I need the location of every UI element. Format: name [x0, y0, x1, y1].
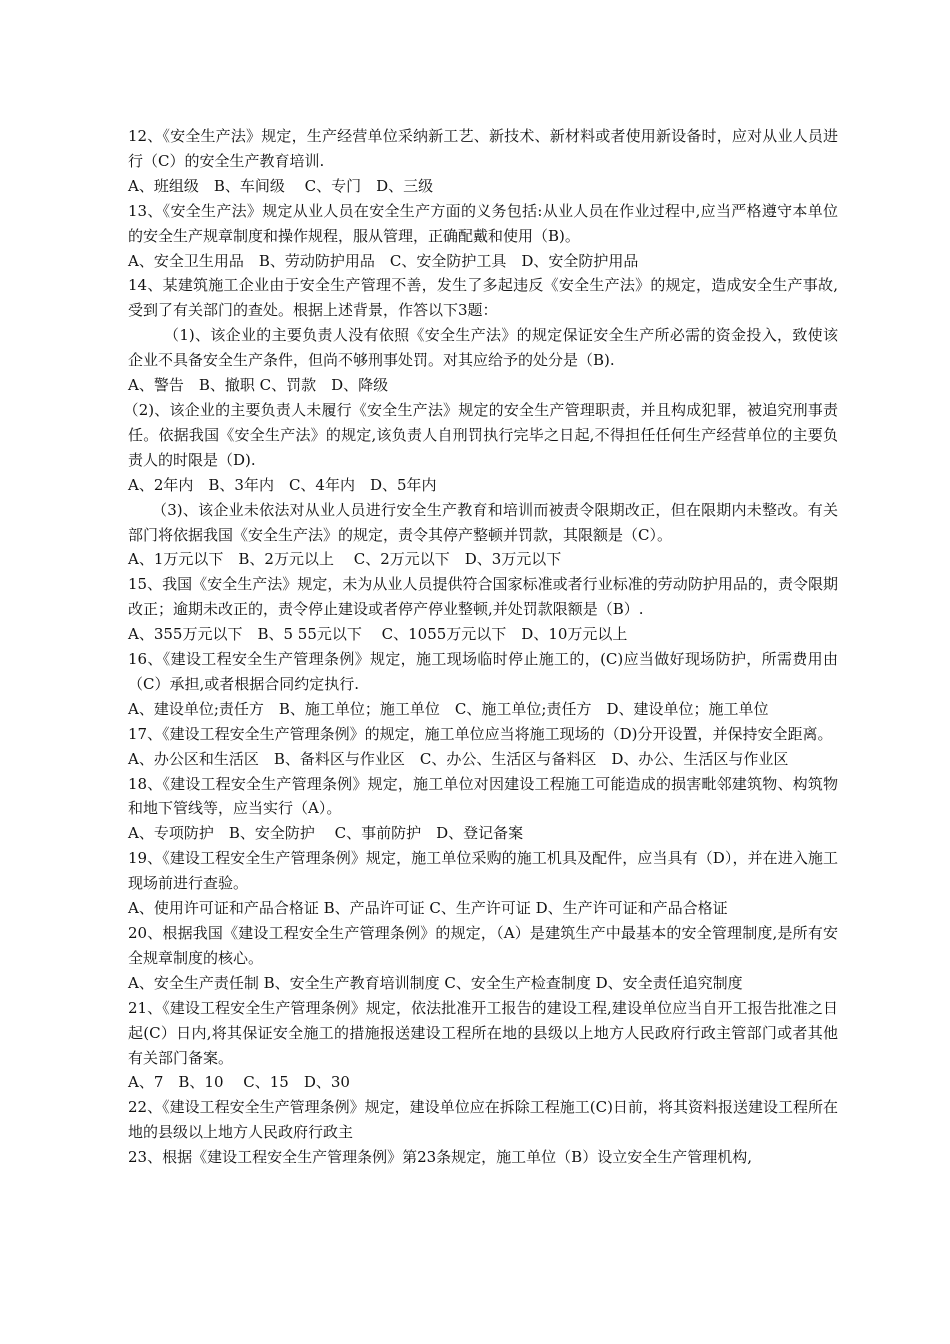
question-22: 22、《建设工程安全生产管理条例》规定，建设单位应在拆除工程施工(C)日前，将其资料报送建设工程所在地的县级以上地方人民政府行政主 [128, 1098, 838, 1142]
question-16: 16、《建设工程安全生产管理条例》规定，施工现场临时停止施工的，(C)应当做好现场防护，所需费用由（C）承担,或者根据合同约定执行. [128, 650, 838, 693]
question-15-options: A、355万元以下 B、5 55元以下 C、1055万元以下 D、10万元以上 [128, 625, 628, 644]
question-17-options: A、办公区和生活区 B、备料区与作业区 C、办公、生活区与备料区 D、办公、生活区与作业区 [128, 749, 789, 768]
question-15: 15、我国《安全生产法》规定，未为从业人员提供符合国家标准或者行业标准的劳动防护用品的，责令限期改正；逾期未改正的，责令停止建设或者停产停业整顿,并处罚款限额是（B）. [128, 575, 838, 619]
question-14-sub-3: （3)、该企业未依法对从业人员进行安全生产教育和培训而被责令限期改正，但在限期内未整改。有关部门将依据我国《安全生产法》的规定，责令其停产整顿并罚款，其限额是（C）。 [128, 500, 838, 544]
question-12: 12、《安全生产法》规定，生产经营单位采纳新工艺、新技术、新材料或者使用新设备时，应对从业人员进行（C）的安全生产教育培训. [128, 127, 838, 170]
question-13: 13、《安全生产法》规定从业人员在安全生产方面的义务包括:从业人员在作业过程中,应当严格遵守本单位的安全生产规章制度和操作规程，服从管理，正确配戴和使用（B)。 [128, 201, 838, 245]
question-20-options: A、安全生产责任制 B、安全生产教育培训制度 C、安全生产检查制度 D、安全责任追究制度 [128, 973, 743, 992]
question-14-sub-3-options: A、1万元以下 B、2万元以上 C、2万元以下 D、3万元以下 [128, 550, 562, 569]
question-23: 23、根据《建设工程安全生产管理条例》第23条规定，施工单位（B）设立安全生产管理机构, [128, 1148, 752, 1167]
question-21-options: A、7 B、10 C、15 D、30 [128, 1073, 350, 1092]
question-19: 19、《建设工程安全生产管理条例》规定，施工单位采购的施工机具及配件，应当具有（D），并在进入施工现场前进行查验。 [128, 849, 838, 893]
question-19-options: A、使用许可证和产品合格证 B、产品许可证 C、生产许可证 D、生产许可证和产品合格证 [128, 899, 728, 918]
question-12-options: A、班组级 B、车间级 C、专门 D、三级 [128, 176, 434, 195]
question-20: 20、根据我国《建设工程安全生产管理条例》的规定，（A）是建筑生产中最基本的安全管理制度,是所有安全规章制度的核心。 [128, 924, 838, 967]
question-18-options: A、专项防护 B、安全防护 C、事前防护 D、登记备案 [128, 824, 524, 843]
question-14-sub-2: （2)、该企业的主要负责人未履行《安全生产法》规定的安全生产管理职责，并且构成犯罪，被追究刑事责任。依据我国《安全生产法》的规定,该负责人自刑罚执行完毕之日起,不得担任任何生产经营单位的主要负责人的时限是（D). [123, 400, 838, 469]
question-14-sub-2-options: A、2年内 B、3年内 C、4年内 D、5年内 [128, 475, 437, 494]
question-14: 14、某建筑施工企业由于安全生产管理不善，发生了多起违反《安全生产法》的规定，造成安全生产事故,受到了有关部门的查处。根据上述背景，作答以下3题： [128, 276, 838, 320]
question-14-sub-1-options: A、警告 B、撤职 C、罚款 D、降级 [128, 376, 389, 395]
question-16-options: A、建设单位;责任方 B、施工单位；施工单位 C、施工单位;责任方 D、建设单位；施工单位 [128, 699, 769, 718]
question-18: 18、《建设工程安全生产管理条例》规定，施工单位对因建设工程施工可能造成的损害毗邻建筑物、构筑物和地下管线等，应当实行（A）。 [128, 774, 838, 818]
question-14-sub-1: （1)、该企业的主要负责人没有依照《安全生产法》的规定保证安全生产所必需的资金投入，致使该企业不具备安全生产条件，但尚不够刑事处罚。对其应给予的处分是（B). [128, 326, 838, 370]
question-13-options: A、安全卫生用品 B、劳动防护用品 C、安全防护工具 D、安全防护用品 [128, 251, 639, 270]
question-17: 17、《建设工程安全生产管理条例》的规定，施工单位应当将施工现场的（D)分开设置，并保持安全距离。 [128, 724, 833, 743]
document-page [123, 124, 838, 1170]
question-21: 21、《建设工程安全生产管理条例》规定，依法批准开工报告的建设工程,建设单位应当自开工报告批准之日起(C）日内,将其保证安全施工的措施报送建设工程所在地的县级以上地方人民政府行政主管部门或者其他有关部门备案。 [128, 998, 838, 1067]
